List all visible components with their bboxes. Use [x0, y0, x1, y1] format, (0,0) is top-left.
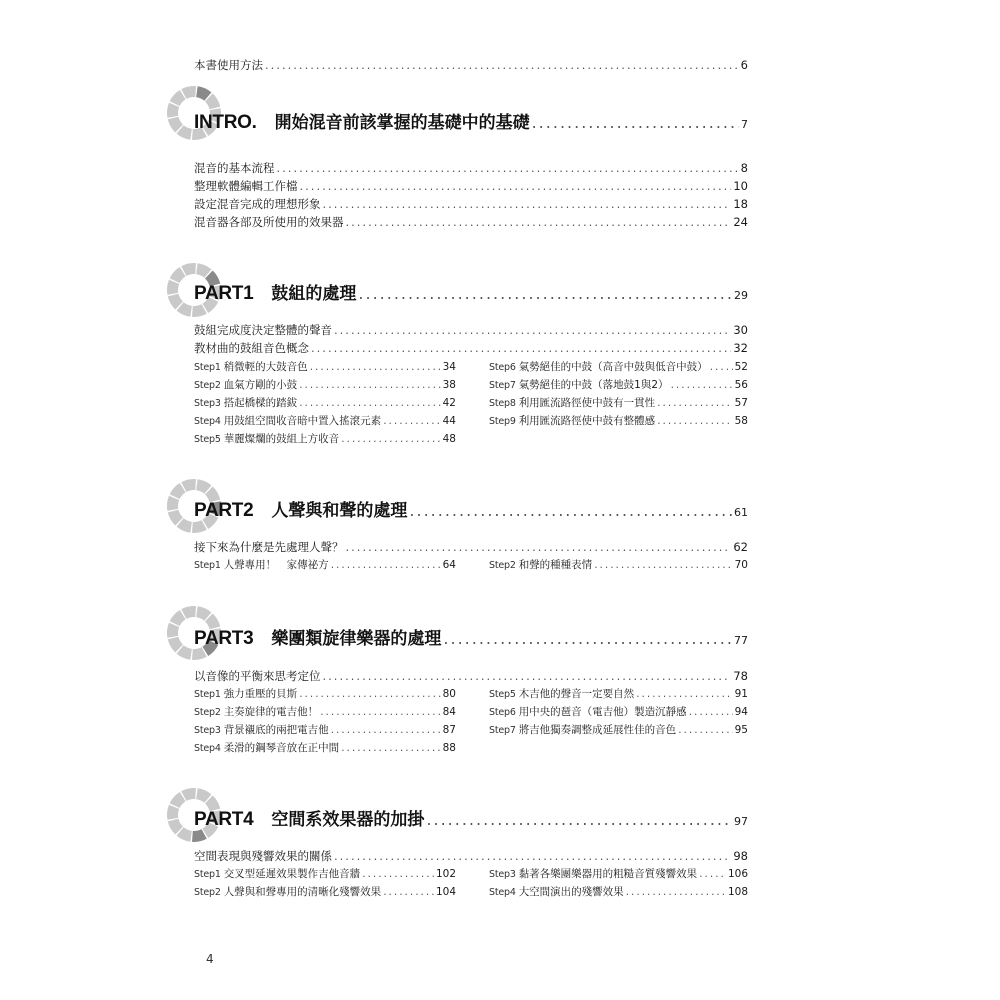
dot-leader	[331, 559, 441, 571]
step-title: 人聲專用！ 家傳祕方	[223, 559, 329, 571]
toc-step[interactable]	[489, 722, 748, 738]
entry-title: 整理軟體編輯工作檔	[194, 179, 298, 193]
step-title: 血氣方剛的小鼓	[223, 379, 298, 391]
dot-leader	[657, 397, 732, 409]
step-page: 106	[727, 868, 748, 880]
section-title: 樂團類旋律樂器的處理	[271, 629, 442, 649]
entry-page: 10	[733, 179, 748, 193]
step-title: 大空間演出的殘響效果	[518, 886, 624, 898]
toc-entry-preface[interactable]	[194, 57, 748, 73]
dot-leader	[443, 629, 732, 648]
dot-leader	[678, 724, 732, 736]
entry-page: 24	[733, 215, 748, 229]
section-title: 鼓組的處理	[271, 284, 357, 304]
toc-step[interactable]	[489, 413, 748, 429]
toc-step[interactable]	[489, 359, 748, 375]
entry-page: 30	[733, 323, 748, 337]
entry-page: 98	[733, 849, 748, 863]
step-title: 將吉他獨奏調整成延展性佳的音色	[518, 724, 677, 736]
section-tag: PART3	[194, 628, 254, 649]
toc-entry[interactable]	[194, 848, 748, 864]
section-heading[interactable]	[194, 108, 748, 138]
entry-title: 接下來為什麼是先處理人聲？	[194, 540, 344, 554]
section-page: 29	[734, 289, 748, 302]
section-page: 61	[734, 506, 748, 519]
dot-leader	[299, 379, 440, 391]
section-tag: PART4	[194, 809, 254, 830]
dot-leader	[699, 868, 726, 880]
toc-step[interactable]	[194, 740, 456, 756]
entry-title: 以音像的平衡來思考定位	[194, 669, 321, 683]
toc-entry[interactable]	[194, 196, 748, 212]
toc-step[interactable]	[194, 866, 456, 882]
step-title: 利用匯流路徑使中鼓有整體感	[518, 415, 656, 427]
section-tag: INTRO.	[194, 112, 257, 133]
entry-title: 設定混音完成的理想形象	[194, 197, 321, 211]
toc-step[interactable]	[194, 557, 456, 573]
dot-leader	[689, 706, 733, 718]
step-page: 56	[734, 379, 748, 391]
entry-title: 空間表現與殘響效果的關係	[194, 849, 332, 863]
section-heading[interactable]	[194, 624, 748, 654]
dot-leader	[277, 161, 739, 175]
section-heading[interactable]	[194, 279, 748, 309]
dot-leader	[426, 810, 732, 829]
section-tag: PART2	[194, 500, 254, 521]
step-title: 柔滑的鋼琴音放在正中間	[223, 742, 340, 754]
step-title: 氣勢絕佳的中鼓（高音中鼓與低音中鼓）	[518, 361, 708, 373]
step-title: 利用匯流路徑使中鼓有一貫性	[518, 397, 656, 409]
toc-step[interactable]	[489, 395, 748, 411]
step-label: Step6	[489, 707, 516, 718]
step-label: Step2	[194, 707, 221, 718]
dot-leader	[409, 501, 732, 520]
step-page: 44	[442, 415, 456, 427]
dot-leader	[299, 397, 440, 409]
section-heading[interactable]	[194, 805, 748, 835]
dot-leader	[300, 179, 732, 193]
entry-page: 78	[733, 669, 748, 683]
step-label: Step4	[489, 887, 516, 898]
toc-step[interactable]	[194, 377, 456, 393]
step-label: Step1	[194, 362, 221, 373]
toc-step[interactable]	[194, 686, 456, 702]
dot-leader	[346, 215, 732, 229]
step-title: 稍微輕的大鼓音色	[223, 361, 308, 373]
toc-entry[interactable]	[194, 539, 748, 555]
dot-leader	[320, 706, 440, 718]
dot-leader	[657, 415, 732, 427]
step-label: Step7	[489, 725, 516, 736]
toc-entry[interactable]	[194, 214, 748, 230]
dot-leader	[358, 284, 732, 303]
toc-entry[interactable]	[194, 160, 748, 176]
entry-page: 18	[733, 197, 748, 211]
step-page: 80	[442, 688, 456, 700]
dot-leader	[331, 724, 441, 736]
toc-step[interactable]	[194, 722, 456, 738]
step-label: Step5	[489, 689, 516, 700]
dot-leader	[532, 113, 739, 132]
step-title: 用鼓組空間收音暗中置入搖滾元素	[223, 415, 382, 427]
dot-leader	[671, 379, 733, 391]
section-page: 7	[741, 118, 748, 131]
step-title: 強力重壓的貝斯	[223, 688, 298, 700]
section-title: 人聲與和聲的處理	[271, 501, 408, 521]
step-page: 108	[727, 886, 748, 898]
step-title: 和聲的種種表情	[518, 559, 593, 571]
entry-page: 62	[733, 540, 748, 554]
step-page: 48	[442, 433, 456, 445]
section-tag: PART1	[194, 283, 254, 304]
step-label: Step3	[194, 725, 221, 736]
step-page: 42	[442, 397, 456, 409]
step-page: 87	[442, 724, 456, 736]
section-heading[interactable]	[194, 496, 748, 526]
toc-entry[interactable]	[194, 668, 748, 684]
step-label: Step3	[194, 398, 221, 409]
step-label: Step5	[194, 434, 221, 445]
dot-leader	[710, 361, 733, 373]
step-label: Step7	[489, 380, 516, 391]
dot-leader	[299, 688, 440, 700]
toc-step[interactable]	[489, 557, 748, 573]
entry-page: 32	[733, 341, 748, 355]
dot-leader	[346, 540, 732, 554]
toc-step[interactable]	[194, 704, 456, 720]
step-label: Step9	[489, 416, 516, 427]
toc-entry[interactable]	[194, 322, 748, 338]
entry-title: 本書使用方法	[194, 58, 263, 72]
step-page: 91	[734, 688, 748, 700]
step-title: 黏著各樂團樂器用的粗糙音質殘響效果	[518, 868, 698, 880]
dot-leader	[626, 886, 726, 898]
toc-step[interactable]	[489, 884, 748, 900]
dot-leader	[383, 886, 434, 898]
step-page: 38	[442, 379, 456, 391]
toc-step[interactable]	[194, 431, 456, 447]
step-label: Step2	[194, 887, 221, 898]
step-page: 64	[442, 559, 456, 571]
step-title: 搭起橋樑的踏鈸	[223, 397, 298, 409]
toc-step[interactable]	[194, 395, 456, 411]
step-title: 背景襯底的兩把電吉他	[223, 724, 329, 736]
step-page: 104	[435, 886, 456, 898]
step-page: 57	[734, 397, 748, 409]
toc-step[interactable]	[489, 704, 748, 720]
step-label: Step1	[194, 869, 221, 880]
step-page: 84	[442, 706, 456, 718]
step-title: 人聲與和聲專用的清晰化殘響效果	[223, 886, 382, 898]
dot-leader	[334, 323, 731, 337]
step-label: Step6	[489, 362, 516, 373]
step-title: 華麗燦爛的鼓組上方收音	[223, 433, 340, 445]
step-page: 102	[435, 868, 456, 880]
section-page: 97	[734, 815, 748, 828]
step-page: 94	[734, 706, 748, 718]
toc-step[interactable]	[489, 866, 748, 882]
toc-step[interactable]	[489, 377, 748, 393]
entry-page: 6	[740, 58, 748, 72]
step-title: 交叉型延遲效果製作吉他音牆	[223, 868, 361, 880]
entry-title: 鼓組完成度決定整體的聲音	[194, 323, 332, 337]
toc-entry[interactable]	[194, 340, 748, 356]
dot-leader	[334, 849, 731, 863]
step-label: Step4	[194, 743, 221, 754]
step-label: Step2	[489, 560, 516, 571]
toc-step[interactable]	[194, 359, 456, 375]
dot-leader	[265, 58, 739, 72]
dot-leader	[594, 559, 732, 571]
step-label: Step2	[194, 380, 221, 391]
dot-leader	[636, 688, 732, 700]
dot-leader	[341, 433, 440, 445]
step-page: 52	[734, 361, 748, 373]
entry-title: 混音器各部及所使用的效果器	[194, 215, 344, 229]
toc-step[interactable]	[489, 686, 748, 702]
step-title: 主奏旋律的電吉他！	[223, 706, 319, 718]
step-page: 34	[442, 361, 456, 373]
step-title: 用中央的琶音（電吉他）製造沉靜感	[518, 706, 687, 718]
step-page: 95	[734, 724, 748, 736]
entry-title: 教材曲的鼓組音色概念	[194, 341, 309, 355]
step-page: 70	[734, 559, 748, 571]
dot-leader	[323, 669, 732, 683]
page-number: 4	[206, 952, 214, 966]
dot-leader	[383, 415, 440, 427]
dot-leader	[323, 197, 732, 211]
toc-entry[interactable]	[194, 178, 748, 194]
section-title: 開始混音前該掌握的基礎中的基礎	[274, 113, 530, 133]
toc-step[interactable]	[194, 884, 456, 900]
dot-leader	[341, 742, 440, 754]
section-page: 77	[734, 634, 748, 647]
step-page: 58	[734, 415, 748, 427]
step-label: Step1	[194, 689, 221, 700]
dot-leader	[362, 868, 434, 880]
step-title: 木吉他的聲音一定要自然	[518, 688, 635, 700]
toc-step[interactable]	[194, 413, 456, 429]
entry-page: 8	[740, 161, 748, 175]
section-title: 空間系效果器的加掛	[271, 810, 425, 830]
step-label: Step8	[489, 398, 516, 409]
step-page: 88	[442, 742, 456, 754]
step-title: 氣勢絕佳的中鼓（落地鼓1與2）	[518, 379, 669, 391]
entry-title: 混音的基本流程	[194, 161, 275, 175]
dot-leader	[311, 341, 731, 355]
step-label: Step3	[489, 869, 516, 880]
dot-leader	[310, 361, 441, 373]
step-label: Step1	[194, 560, 221, 571]
step-label: Step4	[194, 416, 221, 427]
